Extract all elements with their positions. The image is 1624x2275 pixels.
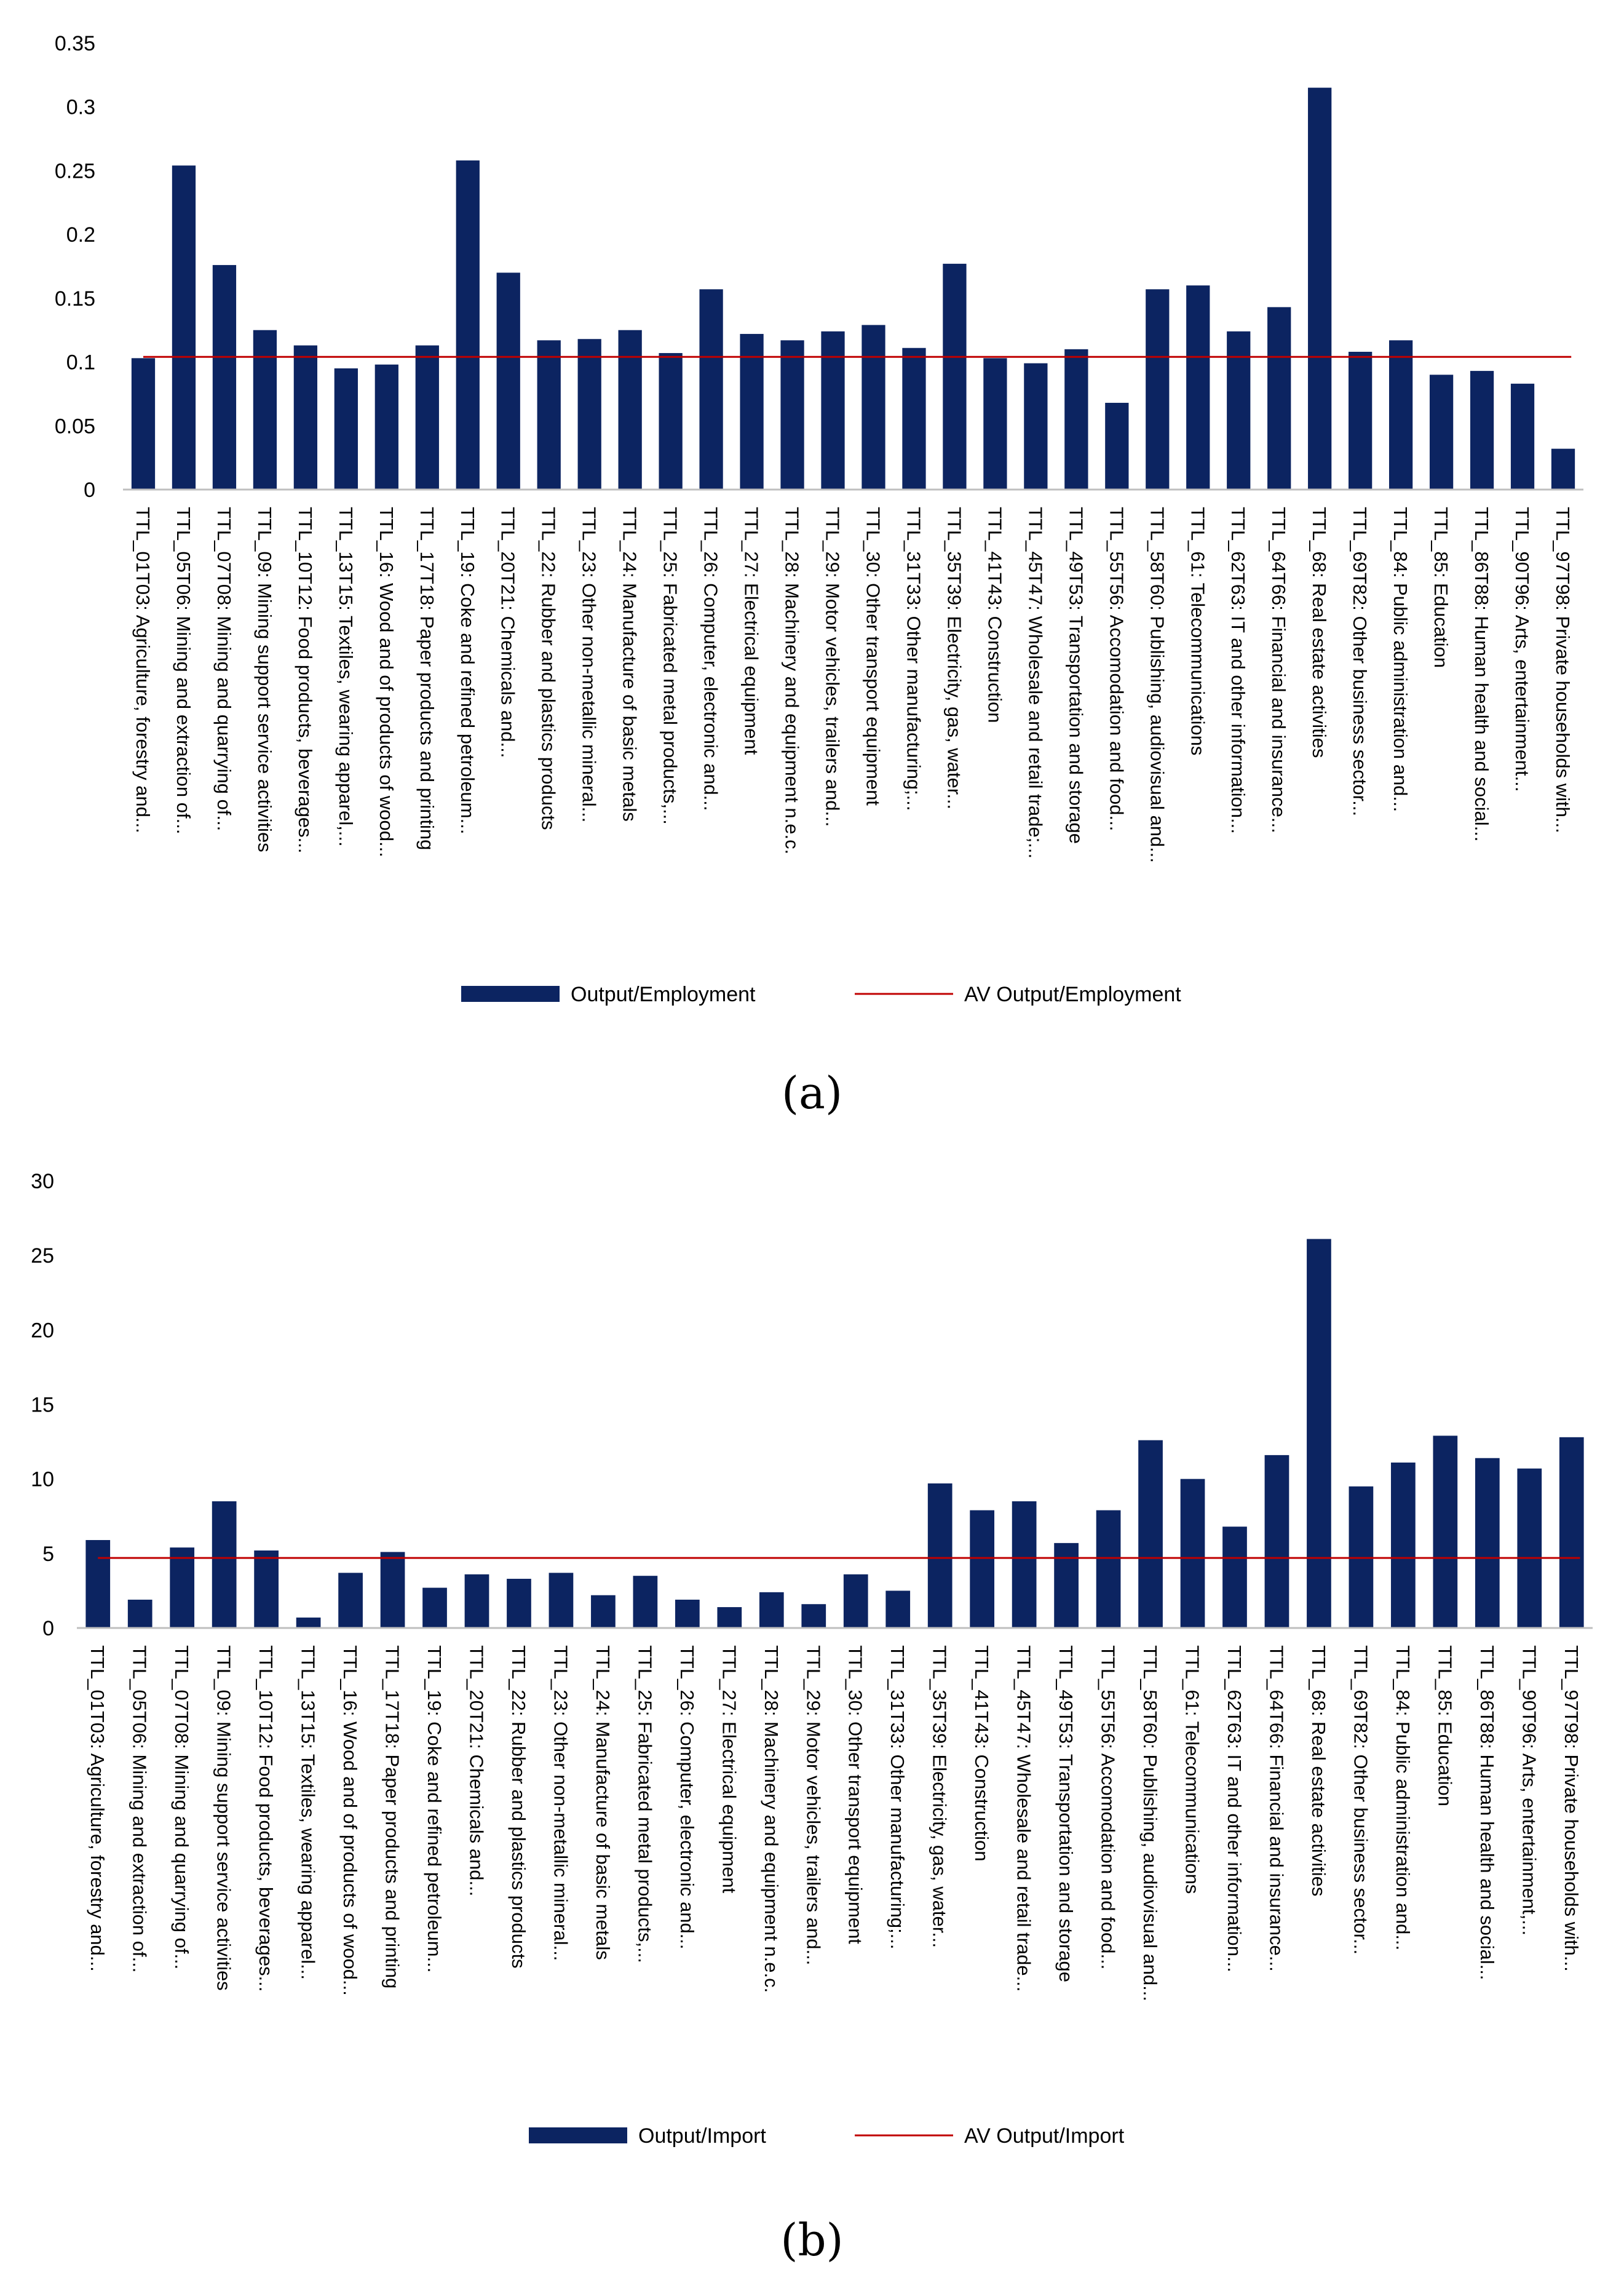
x-tick-label: TTL_01T03: Agriculture, forestry and... bbox=[87, 1645, 109, 1972]
x-tick-label: TTL_97T98: Private households with... bbox=[1560, 1645, 1582, 1972]
x-tick-label: TTL_05T06: Mining and extraction of... bbox=[172, 507, 194, 835]
y-tick-label: 0.35 bbox=[54, 32, 95, 55]
bar bbox=[213, 265, 236, 490]
x-tick-label: TTL_28: Machinery and equipment n.e.c. bbox=[781, 507, 803, 855]
chart-panel-a bbox=[0, 0, 1624, 1046]
bar bbox=[1138, 1440, 1163, 1628]
bar bbox=[1024, 363, 1047, 490]
y-tick-label: 15 bbox=[31, 1393, 54, 1417]
bar bbox=[1054, 1543, 1079, 1628]
x-tick-label: TTL_17T18: Paper products and printing bbox=[381, 1645, 403, 1989]
bar bbox=[780, 340, 804, 490]
x-tick-label: TTL_31T33: Other manufacturing;... bbox=[887, 1645, 909, 1950]
legend-swatch-bar bbox=[461, 986, 560, 1002]
x-tick-label: TTL_49T53: Transportation and storage bbox=[1055, 1645, 1077, 1982]
bar bbox=[699, 289, 723, 490]
x-tick-label: TTL_16: Wood and of products of wood... bbox=[339, 1645, 362, 1996]
bar bbox=[801, 1604, 826, 1628]
legend-label-bar: Output/Import bbox=[638, 2124, 766, 2148]
bar bbox=[862, 325, 885, 490]
x-tick-label: TTL_07T08: Mining and quarrying of... bbox=[171, 1645, 193, 1970]
y-tick-label: 0 bbox=[84, 478, 95, 502]
bar bbox=[1430, 375, 1453, 490]
bar bbox=[172, 165, 196, 490]
bar bbox=[759, 1592, 784, 1628]
x-tick-label: TTL_86T88: Human health and social... bbox=[1476, 1645, 1498, 1980]
y-tick-label: 0.05 bbox=[54, 415, 95, 439]
bar bbox=[170, 1547, 194, 1628]
x-tick-label: TTL_26: Computer, electronic and... bbox=[700, 507, 722, 811]
x-tick-label: TTL_64T66: Financial and insurance... bbox=[1266, 1645, 1288, 1972]
bar bbox=[1267, 307, 1291, 490]
x-tick-label: TTL_64T66: Financial and insurance... bbox=[1268, 507, 1290, 833]
x-tick-label: TTL_22: Rubber and plastics products bbox=[537, 507, 560, 830]
x-tick-label: TTL_55T56: Accomodation and food... bbox=[1106, 507, 1128, 832]
bar bbox=[1181, 1479, 1205, 1628]
bar bbox=[212, 1501, 237, 1628]
bar bbox=[1227, 332, 1250, 490]
bar bbox=[1265, 1455, 1289, 1628]
x-tick-label: TTL_20T21: Chemicals and... bbox=[497, 507, 519, 758]
x-tick-label: TTL_19: Coke and refined petroleum... bbox=[424, 1645, 446, 1973]
bar bbox=[983, 358, 1007, 490]
bar bbox=[619, 330, 642, 490]
y-tick-label: 0.15 bbox=[54, 287, 95, 311]
bar bbox=[1105, 403, 1128, 490]
bar bbox=[675, 1600, 700, 1628]
bar bbox=[885, 1590, 910, 1628]
x-tick-label: TTL_69T82: Other business sector... bbox=[1350, 1645, 1372, 1955]
x-tick-label: TTL_35T39: Electricity, gas, water... bbox=[943, 507, 965, 810]
bar bbox=[497, 272, 520, 490]
x-tick-label: TTL_19: Coke and refined petroleum... bbox=[456, 507, 478, 835]
x-tick-label: TTL_01T03: Agriculture, forestry and... bbox=[132, 507, 154, 833]
x-tick-label: TTL_23: Other non-metallic mineral... bbox=[550, 1645, 572, 1961]
bar bbox=[416, 346, 439, 490]
bar bbox=[128, 1600, 152, 1628]
x-tick-label: TTL_25: Fabricated metal products,... bbox=[634, 1645, 656, 1963]
x-tick-label: TTL_85: Education bbox=[1434, 1645, 1456, 1806]
bar bbox=[381, 1552, 405, 1628]
x-tick-label: TTL_30: Other transport equipment bbox=[862, 507, 884, 806]
x-tick-label: TTL_35T39: Electricity, gas, water... bbox=[929, 1645, 951, 1948]
bar bbox=[132, 358, 155, 490]
bar bbox=[1222, 1527, 1247, 1628]
y-tick-label: 10 bbox=[31, 1467, 54, 1491]
x-tick-label: TTL_84: Public administration and... bbox=[1392, 1645, 1414, 1951]
bar bbox=[943, 264, 966, 490]
x-tick-label: TTL_41T43: Construction bbox=[984, 507, 1006, 723]
legend bbox=[529, 2124, 1125, 2148]
bar bbox=[375, 365, 398, 490]
y-tick-label: 20 bbox=[31, 1319, 54, 1343]
bar bbox=[1146, 289, 1169, 490]
x-tick-label: TTL_97T98: Private households with... bbox=[1552, 507, 1574, 833]
x-tick-label: TTL_85: Education bbox=[1430, 507, 1452, 668]
bar bbox=[1307, 1239, 1331, 1628]
x-tick-label: TTL_25: Fabricated metal products,... bbox=[659, 507, 681, 825]
bar bbox=[591, 1595, 616, 1628]
bar bbox=[1511, 384, 1534, 490]
bar bbox=[1308, 88, 1331, 490]
x-tick-label: TTL_90T96: Arts, entertainment,... bbox=[1518, 1645, 1540, 1936]
bar bbox=[1389, 340, 1412, 490]
x-tick-label: TTL_68: Real estate activities bbox=[1309, 507, 1331, 758]
x-tick-label: TTL_29: Motor vehicles, trailers and... bbox=[822, 507, 844, 827]
bar bbox=[422, 1588, 447, 1628]
legend-label-bar: Output/Employment bbox=[571, 983, 756, 1006]
chart-a bbox=[0, 0, 1624, 1046]
y-tick-label: 0.25 bbox=[54, 159, 95, 183]
legend-swatch-bar bbox=[529, 2127, 627, 2143]
bar bbox=[821, 332, 844, 490]
x-tick-label: TTL_28: Machinery and equipment n.e.c. bbox=[760, 1645, 782, 1993]
bar bbox=[338, 1573, 363, 1628]
bar bbox=[1517, 1469, 1542, 1628]
x-tick-label: TTL_69T82: Other business sector... bbox=[1349, 507, 1371, 817]
bar bbox=[1470, 371, 1494, 490]
bar bbox=[254, 1550, 279, 1628]
y-tick-label: 5 bbox=[42, 1542, 54, 1566]
panel-label-a: (a) bbox=[781, 1067, 843, 1119]
x-tick-label: TTL_10T12: Food products, beverages... bbox=[255, 1645, 277, 1992]
bar bbox=[902, 348, 925, 490]
x-tick-label: TTL_86T88: Human health and social... bbox=[1471, 507, 1493, 842]
x-tick-label: TTL_31T33: Other manufacturing;... bbox=[903, 507, 925, 811]
legend bbox=[461, 983, 1181, 1006]
bar bbox=[1012, 1501, 1037, 1628]
chart-panel-b bbox=[0, 1144, 1624, 2190]
y-tick-label: 0 bbox=[42, 1617, 54, 1640]
x-tick-label: TTL_13T15: Textiles, wearing apparel... bbox=[297, 1645, 319, 1980]
legend-label-line: AV Output/Employment bbox=[964, 983, 1181, 1006]
bar bbox=[578, 339, 601, 490]
y-tick-label: 0.3 bbox=[66, 95, 95, 119]
x-tick-label: TTL_29: Motor vehicles, trailers and... bbox=[802, 1645, 825, 1966]
x-tick-label: TTL_24: Manufacture of basic metals bbox=[619, 507, 641, 822]
bar bbox=[1559, 1437, 1584, 1628]
legend-label-line: AV Output/Import bbox=[964, 2124, 1125, 2148]
x-tick-label: TTL_62T63: IT and other information... bbox=[1223, 1645, 1245, 1972]
x-tick-label: TTL_23: Other non-metallic mineral... bbox=[578, 507, 600, 823]
bar bbox=[1186, 285, 1210, 490]
y-tick-label: 30 bbox=[31, 1170, 54, 1193]
x-tick-label: TTL_26: Computer, electronic and... bbox=[676, 1645, 698, 1950]
x-tick-label: TTL_09: Mining support service activities bbox=[253, 507, 275, 852]
x-tick-label: TTL_20T21: Chemicals and... bbox=[465, 1645, 488, 1897]
x-tick-label: TTL_84: Public administration and... bbox=[1390, 507, 1412, 812]
x-tick-label: TTL_10T12: Food products, beverages... bbox=[294, 507, 316, 854]
x-tick-label: TTL_13T15: Textiles, wearing apparel,... bbox=[335, 507, 357, 847]
x-tick-label: TTL_22: Rubber and plastics products bbox=[507, 1645, 529, 1969]
x-tick-label: TTL_62T63: IT and other information... bbox=[1227, 507, 1250, 834]
x-tick-label: TTL_61: Telecommunications bbox=[1181, 1645, 1203, 1894]
bar bbox=[85, 1540, 110, 1628]
x-tick-label: TTL_49T53: Transportation and storage bbox=[1065, 507, 1087, 844]
x-tick-label: TTL_30: Other transport equipment bbox=[844, 1645, 866, 1944]
bar bbox=[549, 1573, 574, 1628]
x-tick-label: TTL_58T60: Publishing, audiovisual and... bbox=[1146, 507, 1168, 864]
y-tick-label: 0.1 bbox=[66, 351, 95, 375]
bar bbox=[659, 353, 682, 490]
bar bbox=[465, 1574, 489, 1628]
x-tick-label: TTL_58T60: Publishing, audiovisual and... bbox=[1139, 1645, 1162, 2002]
x-tick-label: TTL_90T96: Arts, entertainment... bbox=[1511, 507, 1534, 792]
bar bbox=[1096, 1511, 1121, 1628]
bar bbox=[844, 1574, 868, 1628]
x-tick-label: TTL_05T06: Mining and extraction of... bbox=[129, 1645, 151, 1973]
bar bbox=[537, 340, 561, 490]
bar bbox=[970, 1511, 994, 1628]
bar bbox=[1433, 1435, 1457, 1628]
x-tick-label: TTL_45T47: Wholesale and retail trade;... bbox=[1024, 507, 1047, 859]
bar bbox=[507, 1579, 531, 1628]
chart-b bbox=[0, 1144, 1624, 2190]
x-tick-label: TTL_55T56: Accomodation and food... bbox=[1097, 1645, 1119, 1970]
bar bbox=[294, 346, 317, 490]
x-tick-label: TTL_68: Real estate activities bbox=[1307, 1645, 1329, 1897]
panel-label-b: (b) bbox=[780, 2214, 844, 2266]
bar bbox=[717, 1607, 742, 1628]
bar bbox=[1391, 1463, 1416, 1628]
x-tick-label: TTL_45T47: Wholesale and retail trade... bbox=[1013, 1645, 1035, 1992]
x-tick-label: TTL_07T08: Mining and quarrying of... bbox=[213, 507, 235, 832]
y-tick-label: 0.2 bbox=[66, 223, 95, 247]
bar bbox=[335, 368, 358, 490]
x-tick-label: TTL_27: Electrical equipment bbox=[740, 507, 762, 755]
x-tick-label: TTL_17T18: Paper products and printing bbox=[416, 507, 438, 851]
x-tick-label: TTL_16: Wood and of products of wood... bbox=[375, 507, 397, 857]
bar bbox=[1064, 349, 1088, 490]
x-tick-label: TTL_09: Mining support service activities bbox=[213, 1645, 235, 1991]
bar bbox=[633, 1576, 658, 1628]
y-tick-label: 25 bbox=[31, 1244, 54, 1268]
bar bbox=[1349, 352, 1372, 490]
bar bbox=[1551, 449, 1575, 490]
bar bbox=[253, 330, 277, 490]
x-tick-label: TTL_27: Electrical equipment bbox=[718, 1645, 740, 1894]
x-tick-label: TTL_41T43: Construction bbox=[971, 1645, 993, 1862]
bar bbox=[456, 161, 480, 490]
bar bbox=[296, 1618, 321, 1628]
x-tick-label: TTL_24: Manufacture of basic metals bbox=[592, 1645, 614, 1960]
bar bbox=[1475, 1458, 1500, 1628]
x-tick-label: TTL_61: Telecommunications bbox=[1187, 507, 1209, 756]
bar bbox=[928, 1483, 953, 1628]
